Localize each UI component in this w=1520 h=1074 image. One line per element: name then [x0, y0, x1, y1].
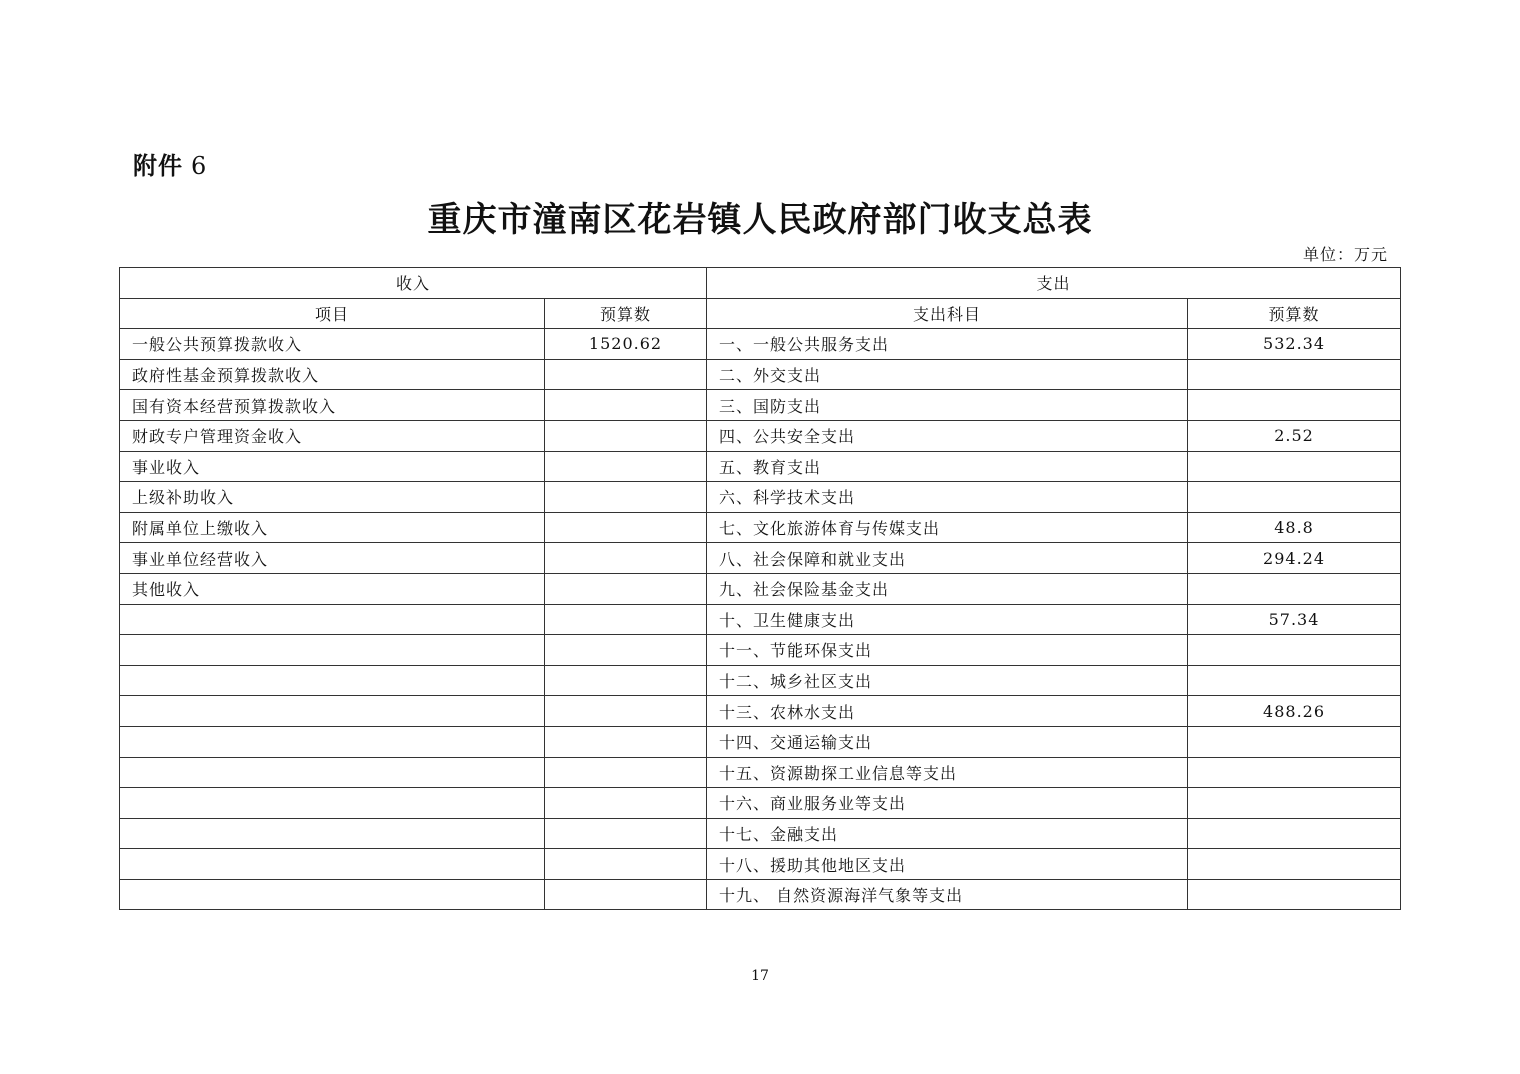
table-row: [120, 482, 1401, 513]
expense-item-cell: 十六、商业服务业等支出: [707, 788, 1188, 819]
column-header-expense-item: 支出科目: [707, 298, 1188, 329]
column-header-expense-budget: 预算数: [1188, 298, 1401, 329]
expense-item-cell: 十七、金融支出: [707, 818, 1188, 849]
table-row: [120, 573, 1401, 604]
expense-item-cell: 一、一般公共服务支出: [707, 329, 1188, 360]
table-row: [120, 390, 1401, 421]
expense-value-cell: [1188, 665, 1401, 696]
income-item-cell: 上级补助收入: [120, 482, 545, 513]
table-row: [120, 788, 1401, 819]
table-row: [120, 849, 1401, 880]
expense-item-cell: 七、文化旅游体育与传媒支出: [707, 512, 1188, 543]
expense-item-cell: 八、社会保障和就业支出: [707, 543, 1188, 574]
income-item-cell: [120, 726, 545, 757]
table-row: [120, 757, 1401, 788]
expense-value-cell: [1188, 879, 1401, 910]
table-row: [120, 696, 1401, 727]
page-title: 重庆市潼南区花岩镇人民政府部门收支总表: [427, 200, 1093, 240]
unit-label: 单位：万元: [1302, 245, 1388, 264]
attachment-label-text: 附件: [133, 152, 183, 180]
expense-item-cell: 十一、节能环保支出: [707, 635, 1188, 666]
expense-item-cell: 六、科学技术支出: [707, 482, 1188, 513]
expense-item-cell: 五、教育支出: [707, 451, 1188, 482]
expense-value-cell: [1188, 482, 1401, 513]
income-value-cell: [545, 788, 707, 819]
income-value-cell: [545, 818, 707, 849]
table-column-header-row: [120, 298, 1401, 329]
income-item-cell: 事业单位经营收入: [120, 543, 545, 574]
expense-item-cell: 十二、城乡社区支出: [707, 665, 1188, 696]
expense-item-cell: 十三、农林水支出: [707, 696, 1188, 727]
expense-item-cell: 十四、交通运输支出: [707, 726, 1188, 757]
expense-item-cell: 四、公共安全支出: [707, 420, 1188, 451]
income-value-cell: [545, 451, 707, 482]
income-value-cell: [545, 482, 707, 513]
income-value-cell: [545, 635, 707, 666]
expense-value-cell: [1188, 849, 1401, 880]
expense-value-cell: [1188, 390, 1401, 421]
expense-item-cell: 九、社会保险基金支出: [707, 573, 1188, 604]
table-group-header-row: [120, 268, 1401, 299]
expense-header: 支出: [707, 268, 1401, 299]
expense-item-cell: 十五、资源勘探工业信息等支出: [707, 757, 1188, 788]
income-item-cell: [120, 788, 545, 819]
expense-value-cell: 57.34: [1188, 604, 1401, 635]
expense-item-cell: 二、外交支出: [707, 359, 1188, 390]
income-item-cell: [120, 757, 545, 788]
table-row: [120, 879, 1401, 910]
expense-value-cell: 2.52: [1188, 420, 1401, 451]
budget-summary-table: [119, 267, 1401, 910]
income-value-cell: [545, 573, 707, 604]
table-row: [120, 818, 1401, 849]
income-item-cell: [120, 879, 545, 910]
income-item-cell: 财政专户管理资金收入: [120, 420, 545, 451]
income-item-cell: [120, 849, 545, 880]
table-row: [120, 512, 1401, 543]
expense-value-cell: 532.34: [1188, 329, 1401, 360]
expense-item-cell: 十八、援助其他地区支出: [707, 849, 1188, 880]
income-item-cell: 政府性基金预算拨款收入: [120, 359, 545, 390]
expense-item-cell: 十九、 自然资源海洋气象等支出: [707, 879, 1188, 910]
income-value-cell: [545, 604, 707, 635]
table-row: [120, 665, 1401, 696]
income-value-cell: [545, 512, 707, 543]
income-item-cell: 其他收入: [120, 573, 545, 604]
attachment-number: 6: [191, 152, 208, 180]
table-row: [120, 420, 1401, 451]
income-value-cell: [545, 879, 707, 910]
income-item-cell: [120, 818, 545, 849]
income-value-cell: [545, 390, 707, 421]
attachment-label: [133, 146, 207, 181]
income-value-cell: [545, 665, 707, 696]
income-item-cell: [120, 604, 545, 635]
expense-value-cell: 48.8: [1188, 512, 1401, 543]
income-value-cell: [545, 726, 707, 757]
expense-value-cell: [1188, 635, 1401, 666]
income-value-cell: [545, 757, 707, 788]
income-item-cell: 国有资本经营预算拨款收入: [120, 390, 545, 421]
income-item-cell: 附属单位上缴收入: [120, 512, 545, 543]
expense-value-cell: [1188, 726, 1401, 757]
column-header-income-budget: 预算数: [545, 298, 707, 329]
table-row: [120, 329, 1401, 360]
income-value-cell: [545, 696, 707, 727]
expense-value-cell: [1188, 818, 1401, 849]
table-row: [120, 359, 1401, 390]
expense-value-cell: [1188, 359, 1401, 390]
income-item-cell: [120, 635, 545, 666]
income-item-cell: [120, 665, 545, 696]
expense-value-cell: 488.26: [1188, 696, 1401, 727]
income-value-cell: [545, 359, 707, 390]
income-value-cell: [545, 543, 707, 574]
table-row: [120, 726, 1401, 757]
expense-value-cell: 294.24: [1188, 543, 1401, 574]
income-item-cell: 一般公共预算拨款收入: [120, 329, 545, 360]
column-header-item: 项目: [120, 298, 545, 329]
expense-value-cell: [1188, 573, 1401, 604]
table-row: [120, 635, 1401, 666]
income-value-cell: 1520.62: [545, 329, 707, 360]
table-row: [120, 604, 1401, 635]
income-item-cell: [120, 696, 545, 727]
income-value-cell: [545, 420, 707, 451]
expense-value-cell: [1188, 451, 1401, 482]
expense-value-cell: [1188, 757, 1401, 788]
page-number: 17: [751, 968, 769, 984]
expense-item-cell: 十、卫生健康支出: [707, 604, 1188, 635]
income-item-cell: 事业收入: [120, 451, 545, 482]
income-header: 收入: [120, 268, 707, 299]
expense-value-cell: [1188, 788, 1401, 819]
table-row: [120, 451, 1401, 482]
expense-item-cell: 三、国防支出: [707, 390, 1188, 421]
income-value-cell: [545, 849, 707, 880]
table-row: [120, 543, 1401, 574]
